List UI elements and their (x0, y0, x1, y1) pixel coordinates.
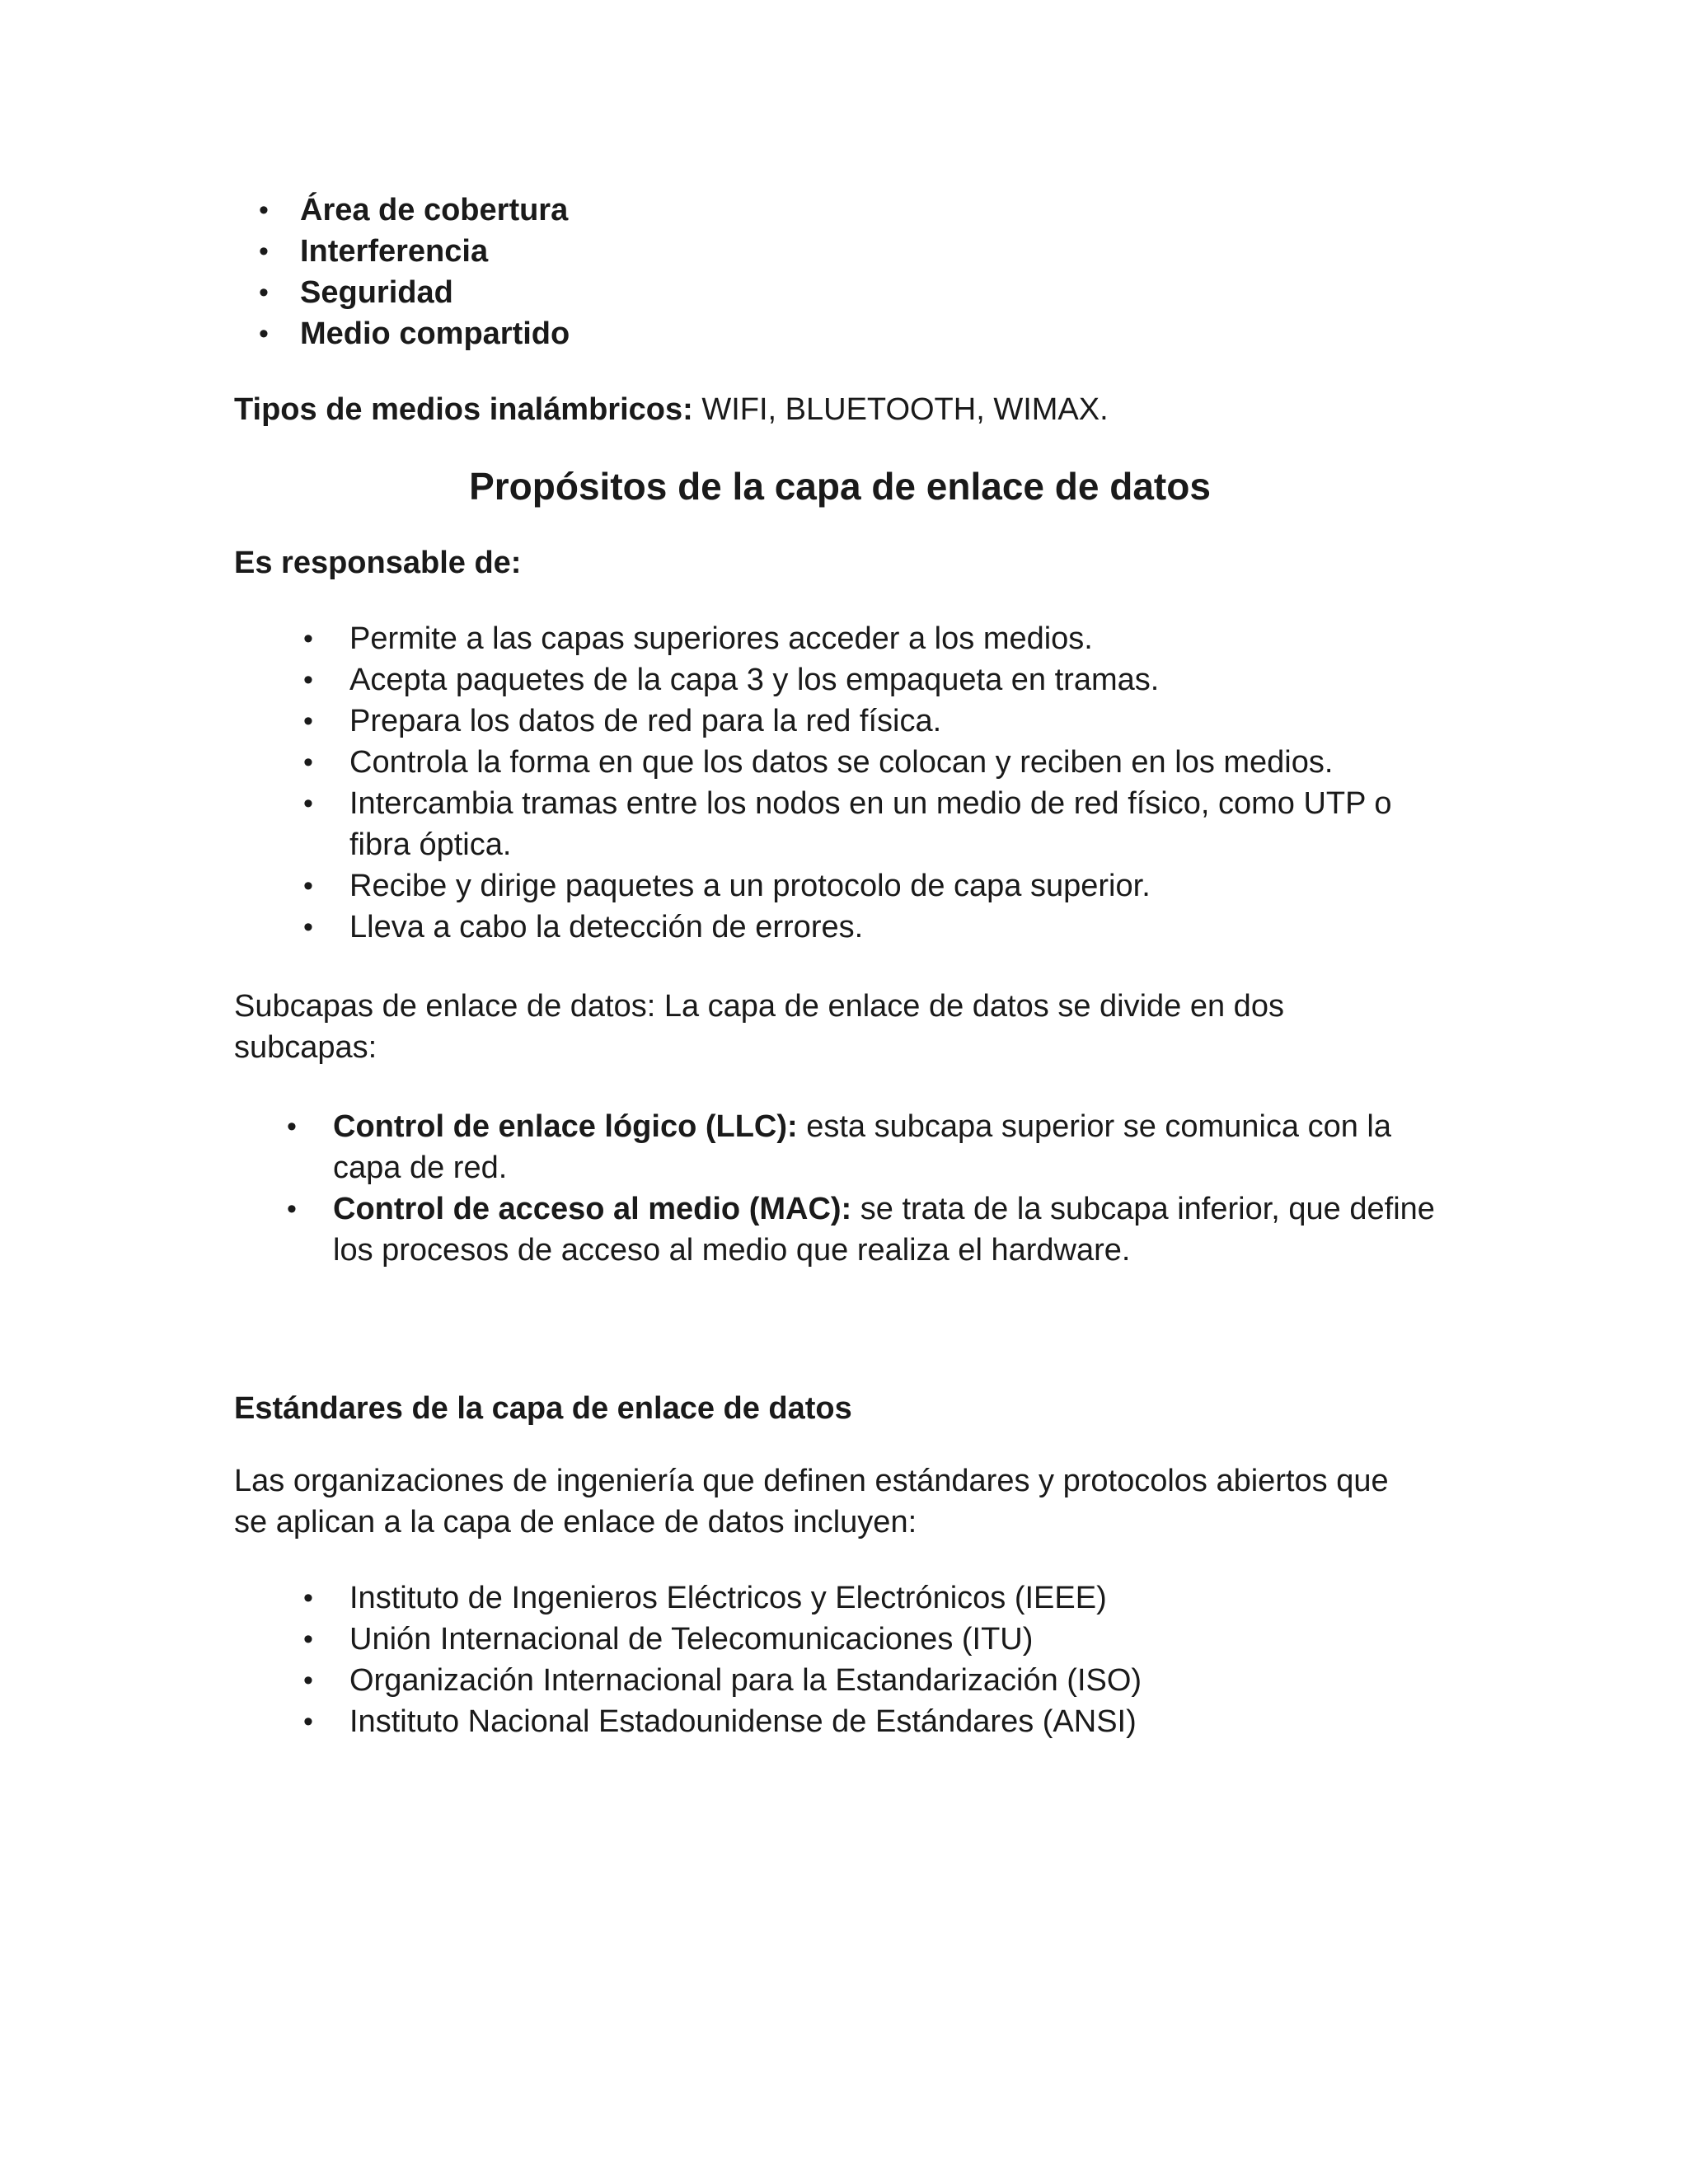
sublayer-term: Control de enlace lógico (LLC): (333, 1109, 798, 1144)
list-item: • Instituto de Ingenieros Eléctricos y Electrónicos (IEEE) (349, 1577, 1454, 1619)
list-item: • Recibe y dirige paquetes a un protocolo de capa superior. (349, 865, 1454, 907)
list-item (333, 1106, 1454, 1188)
sublayer-description: se trata de la subcapa inferior, que define los procesos de acceso al medio que realiza el hardware. (333, 1192, 1435, 1268)
document-page (234, 190, 1470, 1742)
list-item (333, 1188, 1454, 1271)
wireless-types-paragraph (234, 389, 1470, 430)
list-item: • Instituto Nacional Estadounidense de Estándares (ANSI) (349, 1701, 1454, 1742)
wireless-considerations-list (300, 190, 1470, 354)
list-item: • Permite a las capas superiores acceder a los medios. (349, 618, 1454, 659)
wireless-types-value: WIFI, BLUETOOTH, WIMAX. (692, 392, 1109, 427)
section-heading: Propósitos de la capa de enlace de datos (469, 465, 1211, 508)
sublayer-term: Control de acceso al medio (MAC): (333, 1192, 852, 1226)
list-item: • Interferencia (300, 231, 1470, 272)
responsible-label: Es responsable de: (234, 546, 522, 580)
list-item: • Seguridad (300, 272, 1470, 313)
list-item: • Acepta paquetes de la capa 3 y los empaqueta en tramas. (349, 659, 1454, 701)
list-item: • Unión Internacional de Telecomunicaciones (ITU) (349, 1619, 1454, 1660)
standards-heading: Estándares de la capa de enlace de datos (234, 1391, 852, 1426)
list-item: • Controla la forma en que los datos se colocan y reciben en los medios. (349, 742, 1454, 783)
list-item: • Prepara los datos de red para la red física. (349, 701, 1454, 742)
standards-intro: Las organizaciones de ingeniería que definen estándares y protocolos abiertos que se aplican a la capa de enlace de datos incluyen: (234, 1464, 1389, 1540)
sublayers-intro: Subcapas de enlace de datos: La capa de enlace de datos se divide en dos subcapas: (234, 989, 1284, 1065)
list-item: • Intercambia tramas entre los nodos en un medio de red físico, como UTP o fibra óptica. (349, 783, 1454, 865)
organizations-list (349, 1577, 1454, 1742)
sublayers-list (333, 1106, 1454, 1271)
list-item: • Área de cobertura (300, 190, 1470, 231)
wireless-types-label: Tipos de medios inalámbricos: (234, 392, 693, 427)
list-item: • Medio compartido (300, 313, 1470, 354)
responsibilities-list (349, 618, 1454, 948)
sublayer-description: esta subcapa superior se comunica con la capa de red. (333, 1109, 1391, 1185)
list-item: • Organización Internacional para la Estandarización (ISO) (349, 1660, 1454, 1701)
list-item: • Lleva a cabo la detección de errores. (349, 907, 1454, 948)
